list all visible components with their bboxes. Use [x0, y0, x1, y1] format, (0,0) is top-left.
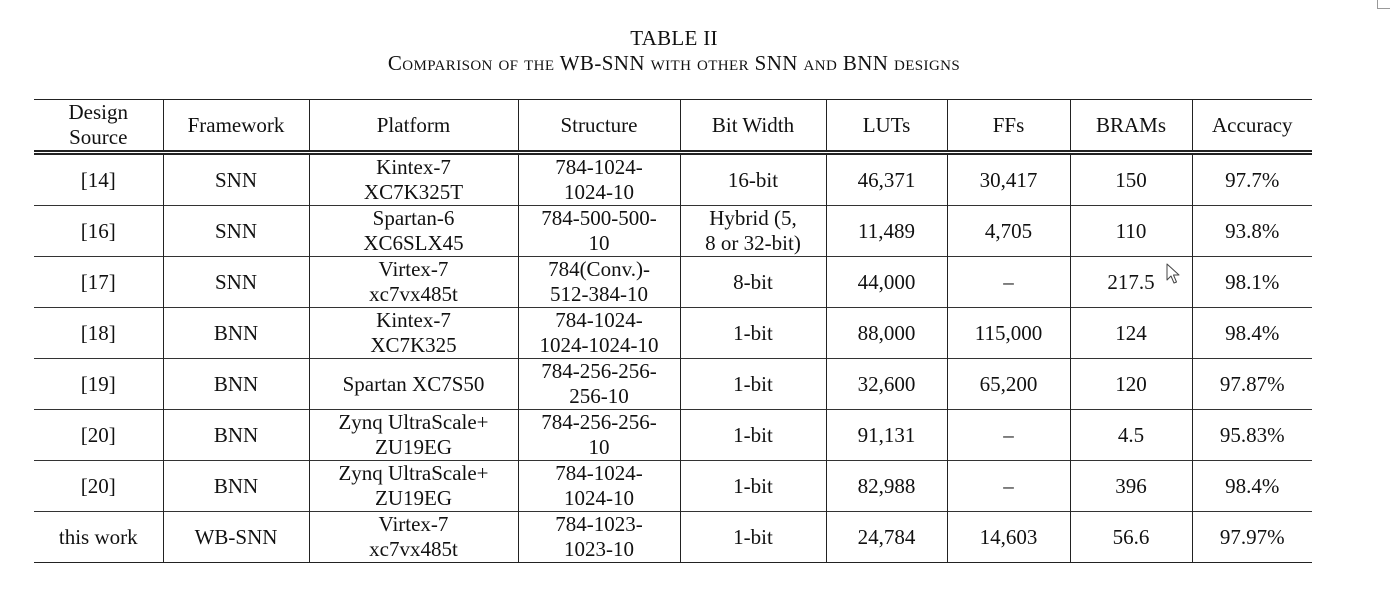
table-cell: Zynq UltraScale+ ZU19EG [309, 410, 518, 461]
table-body [34, 153, 1312, 563]
table-cell: [20] [34, 410, 163, 461]
table-cell: 150 [1070, 153, 1192, 206]
table-cell: BNN [163, 308, 309, 359]
table-cell: Kintex-7 XC7K325 [309, 308, 518, 359]
column-header: Framework [163, 100, 309, 153]
table-cell: 784-1024- 1024-10 [518, 153, 680, 206]
table-cell: 82,988 [826, 461, 947, 512]
table-cell: 98.4% [1192, 461, 1312, 512]
table-cell: 124 [1070, 308, 1192, 359]
table-cell: 88,000 [826, 308, 947, 359]
table-cell: Spartan-6 XC6SLX45 [309, 206, 518, 257]
table-cell: SNN [163, 206, 309, 257]
column-header: Structure [518, 100, 680, 153]
table-cell: – [947, 410, 1070, 461]
table-cell: 95.83% [1192, 410, 1312, 461]
table-cell: 1-bit [680, 410, 826, 461]
table-cell: 44,000 [826, 257, 947, 308]
header-row [34, 100, 1312, 153]
table-cell: 97.87% [1192, 359, 1312, 410]
table-cell: 97.7% [1192, 153, 1312, 206]
table-cell: BNN [163, 410, 309, 461]
table-cell: 784-256-256- 256-10 [518, 359, 680, 410]
table-cell: 98.4% [1192, 308, 1312, 359]
table-cell: WB-SNN [163, 512, 309, 563]
column-header: Bit Width [680, 100, 826, 153]
table-cell: 30,417 [947, 153, 1070, 206]
table-row [34, 206, 1312, 257]
table-cell: 93.8% [1192, 206, 1312, 257]
column-header: Accuracy [1192, 100, 1312, 153]
table-cell: [20] [34, 461, 163, 512]
table-cell: BNN [163, 461, 309, 512]
table-cell: 784(Conv.)- 512-384-10 [518, 257, 680, 308]
table-cell: [19] [34, 359, 163, 410]
table-row [34, 308, 1312, 359]
table-cell: 14,603 [947, 512, 1070, 563]
window-corner [1377, 0, 1390, 9]
table-cell: Zynq UltraScale+ ZU19EG [309, 461, 518, 512]
table-cell: 11,489 [826, 206, 947, 257]
column-header: Platform [309, 100, 518, 153]
table-cell: SNN [163, 257, 309, 308]
table-cell: 65,200 [947, 359, 1070, 410]
table-cell: 1-bit [680, 308, 826, 359]
table-cell: 4,705 [947, 206, 1070, 257]
table-cell: – [947, 461, 1070, 512]
table-cell: SNN [163, 153, 309, 206]
table-cell: 1-bit [680, 359, 826, 410]
table-cell: 46,371 [826, 153, 947, 206]
table-cell: 1-bit [680, 512, 826, 563]
table-cell: Virtex-7 xc7vx485t [309, 257, 518, 308]
table-cell: 784-1024- 1024-10 [518, 461, 680, 512]
table-row [34, 359, 1312, 410]
table-cell: 110 [1070, 206, 1192, 257]
table-cell: Kintex-7 XC7K325T [309, 153, 518, 206]
table-cell: 56.6 [1070, 512, 1192, 563]
table-cell: 32,600 [826, 359, 947, 410]
column-header: FFs [947, 100, 1070, 153]
table-cell: 217.5 [1070, 257, 1192, 308]
table-cell: [14] [34, 153, 163, 206]
table-label: TABLE II [630, 26, 718, 50]
table-cell: 784-500-500- 10 [518, 206, 680, 257]
table-row [34, 410, 1312, 461]
table-cell: 115,000 [947, 308, 1070, 359]
table-row [34, 153, 1312, 206]
table-row [34, 512, 1312, 563]
table-cell: BNN [163, 359, 309, 410]
table-caption: Comparison of the WB-SNN with other SNN and BNN designs [387, 51, 961, 75]
table-cell: 4.5 [1070, 410, 1192, 461]
table-cell: 396 [1070, 461, 1192, 512]
table-cell: [18] [34, 308, 163, 359]
table-header [34, 100, 1312, 153]
table-cell: 98.1% [1192, 257, 1312, 308]
table-cell: 120 [1070, 359, 1192, 410]
table-cell: Hybrid (5, 8 or 32-bit) [680, 206, 826, 257]
table-cell: 784-256-256- 10 [518, 410, 680, 461]
column-header: LUTs [826, 100, 947, 153]
column-header: Design Source [34, 100, 163, 153]
table-cell: Spartan XC7S50 [309, 359, 518, 410]
table-cell: 16-bit [680, 153, 826, 206]
table-row [34, 461, 1312, 512]
table-cell: 91,131 [826, 410, 947, 461]
table-cell: 784-1023- 1023-10 [518, 512, 680, 563]
table-row [34, 257, 1312, 308]
table-cell: 8-bit [680, 257, 826, 308]
table-cell: Virtex-7 xc7vx485t [309, 512, 518, 563]
comparison-table [34, 99, 1312, 563]
table-cell: – [947, 257, 1070, 308]
table-cell: this work [34, 512, 163, 563]
column-header: BRAMs [1070, 100, 1192, 153]
table-cell: 784-1024- 1024-1024-10 [518, 308, 680, 359]
table-cell: [17] [34, 257, 163, 308]
table-cell: 24,784 [826, 512, 947, 563]
table-cell: 97.97% [1192, 512, 1312, 563]
table-cell: [16] [34, 206, 163, 257]
mouse-pointer-icon [1166, 263, 1182, 285]
table-cell: 1-bit [680, 461, 826, 512]
